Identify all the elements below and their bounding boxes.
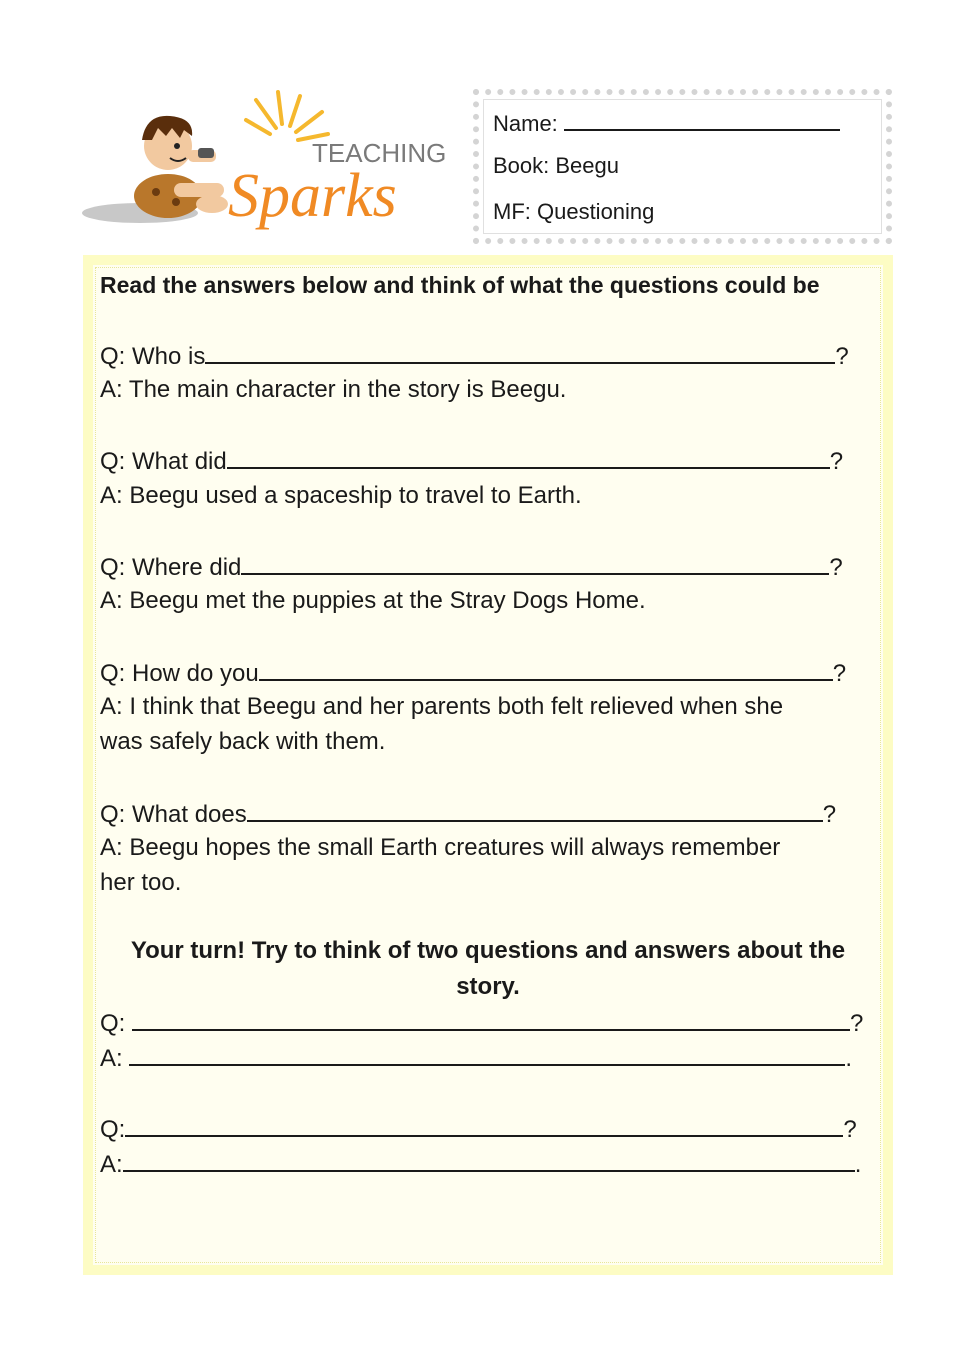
question-3-blank[interactable]	[241, 551, 829, 575]
practice-answer-1-blank[interactable]	[129, 1042, 845, 1066]
book-label: Book: Beegu	[493, 153, 619, 178]
question-3-prefix: Q: Where did	[100, 554, 242, 581]
question-1[interactable]	[100, 340, 849, 372]
practice-question-2-label: Q:	[100, 1116, 126, 1143]
your-turn-line-1: Your turn! Try to think of two questions and answers about the	[130, 937, 846, 964]
question-3[interactable]	[100, 551, 843, 583]
name-label: Name:	[493, 111, 564, 136]
practice-answer-2-blank[interactable]	[123, 1148, 855, 1172]
question-2-blank[interactable]	[227, 445, 830, 469]
question-5-prefix: Q: What does	[100, 801, 247, 828]
sun-rays-icon	[246, 92, 328, 140]
practice-answer-1-end: .	[845, 1045, 853, 1072]
caveman-icon	[134, 116, 228, 218]
answer-4-line-2: was safely back with them.	[100, 728, 386, 755]
question-2-prefix: Q: What did	[100, 448, 227, 475]
answer-3: A: Beegu met the puppies at the Stray Dogs Home.	[100, 587, 646, 614]
practice-question-2[interactable]	[100, 1113, 857, 1145]
answer-5-line-2: her too.	[100, 869, 182, 896]
question-5-blank[interactable]	[247, 798, 823, 822]
question-5-end: ?	[822, 801, 837, 828]
practice-answer-2-label: A:	[100, 1151, 123, 1178]
question-2[interactable]	[100, 445, 843, 477]
question-1-end: ?	[835, 343, 849, 370]
practice-answer-1[interactable]	[100, 1042, 852, 1074]
question-5[interactable]	[100, 798, 836, 830]
question-4[interactable]	[100, 657, 846, 689]
practice-question-1-label: Q:	[100, 1010, 133, 1037]
name-field[interactable]	[493, 107, 840, 137]
teaching-sparks-logo	[80, 88, 452, 238]
logo-brand-top: TEACHING	[312, 138, 447, 168]
practice-answer-2[interactable]	[100, 1148, 861, 1180]
name-blank[interactable]	[564, 107, 840, 131]
question-1-blank[interactable]	[205, 340, 835, 364]
question-2-end: ?	[829, 448, 844, 475]
logo-brand-bottom: Sparks	[228, 162, 397, 230]
practice-answer-1-label: A:	[100, 1045, 130, 1072]
answer-4-line-1: A: I think that Beegu and her parents both felt relieved when she	[100, 693, 784, 720]
practice-question-1[interactable]	[100, 1007, 863, 1039]
question-4-blank[interactable]	[259, 657, 833, 681]
practice-question-2-blank[interactable]	[125, 1113, 843, 1137]
question-1-prefix: Q: Who is	[100, 343, 206, 370]
your-turn-line-2: story.	[456, 973, 520, 1000]
question-4-end: ?	[832, 660, 847, 687]
practice-question-1-end: ?	[850, 1010, 864, 1037]
answer-2: A: Beegu used a spaceship to travel to Earth.	[100, 482, 582, 509]
practice-question-2-end: ?	[843, 1116, 857, 1143]
answer-5-line-1: A: Beegu hopes the small Earth creatures will always remember	[100, 834, 781, 861]
practice-answer-2-end: .	[854, 1151, 862, 1178]
question-4-prefix: Q: How do you	[100, 660, 259, 687]
instructions: Read the answers below and think of what the questions could be	[100, 272, 820, 298]
question-3-end: ?	[829, 554, 843, 581]
practice-question-1-blank[interactable]	[132, 1007, 850, 1031]
answer-1: A: The main character in the story is Beegu.	[100, 376, 567, 403]
mf-label: MF: Questioning	[493, 199, 655, 224]
student-info-box	[473, 89, 892, 244]
